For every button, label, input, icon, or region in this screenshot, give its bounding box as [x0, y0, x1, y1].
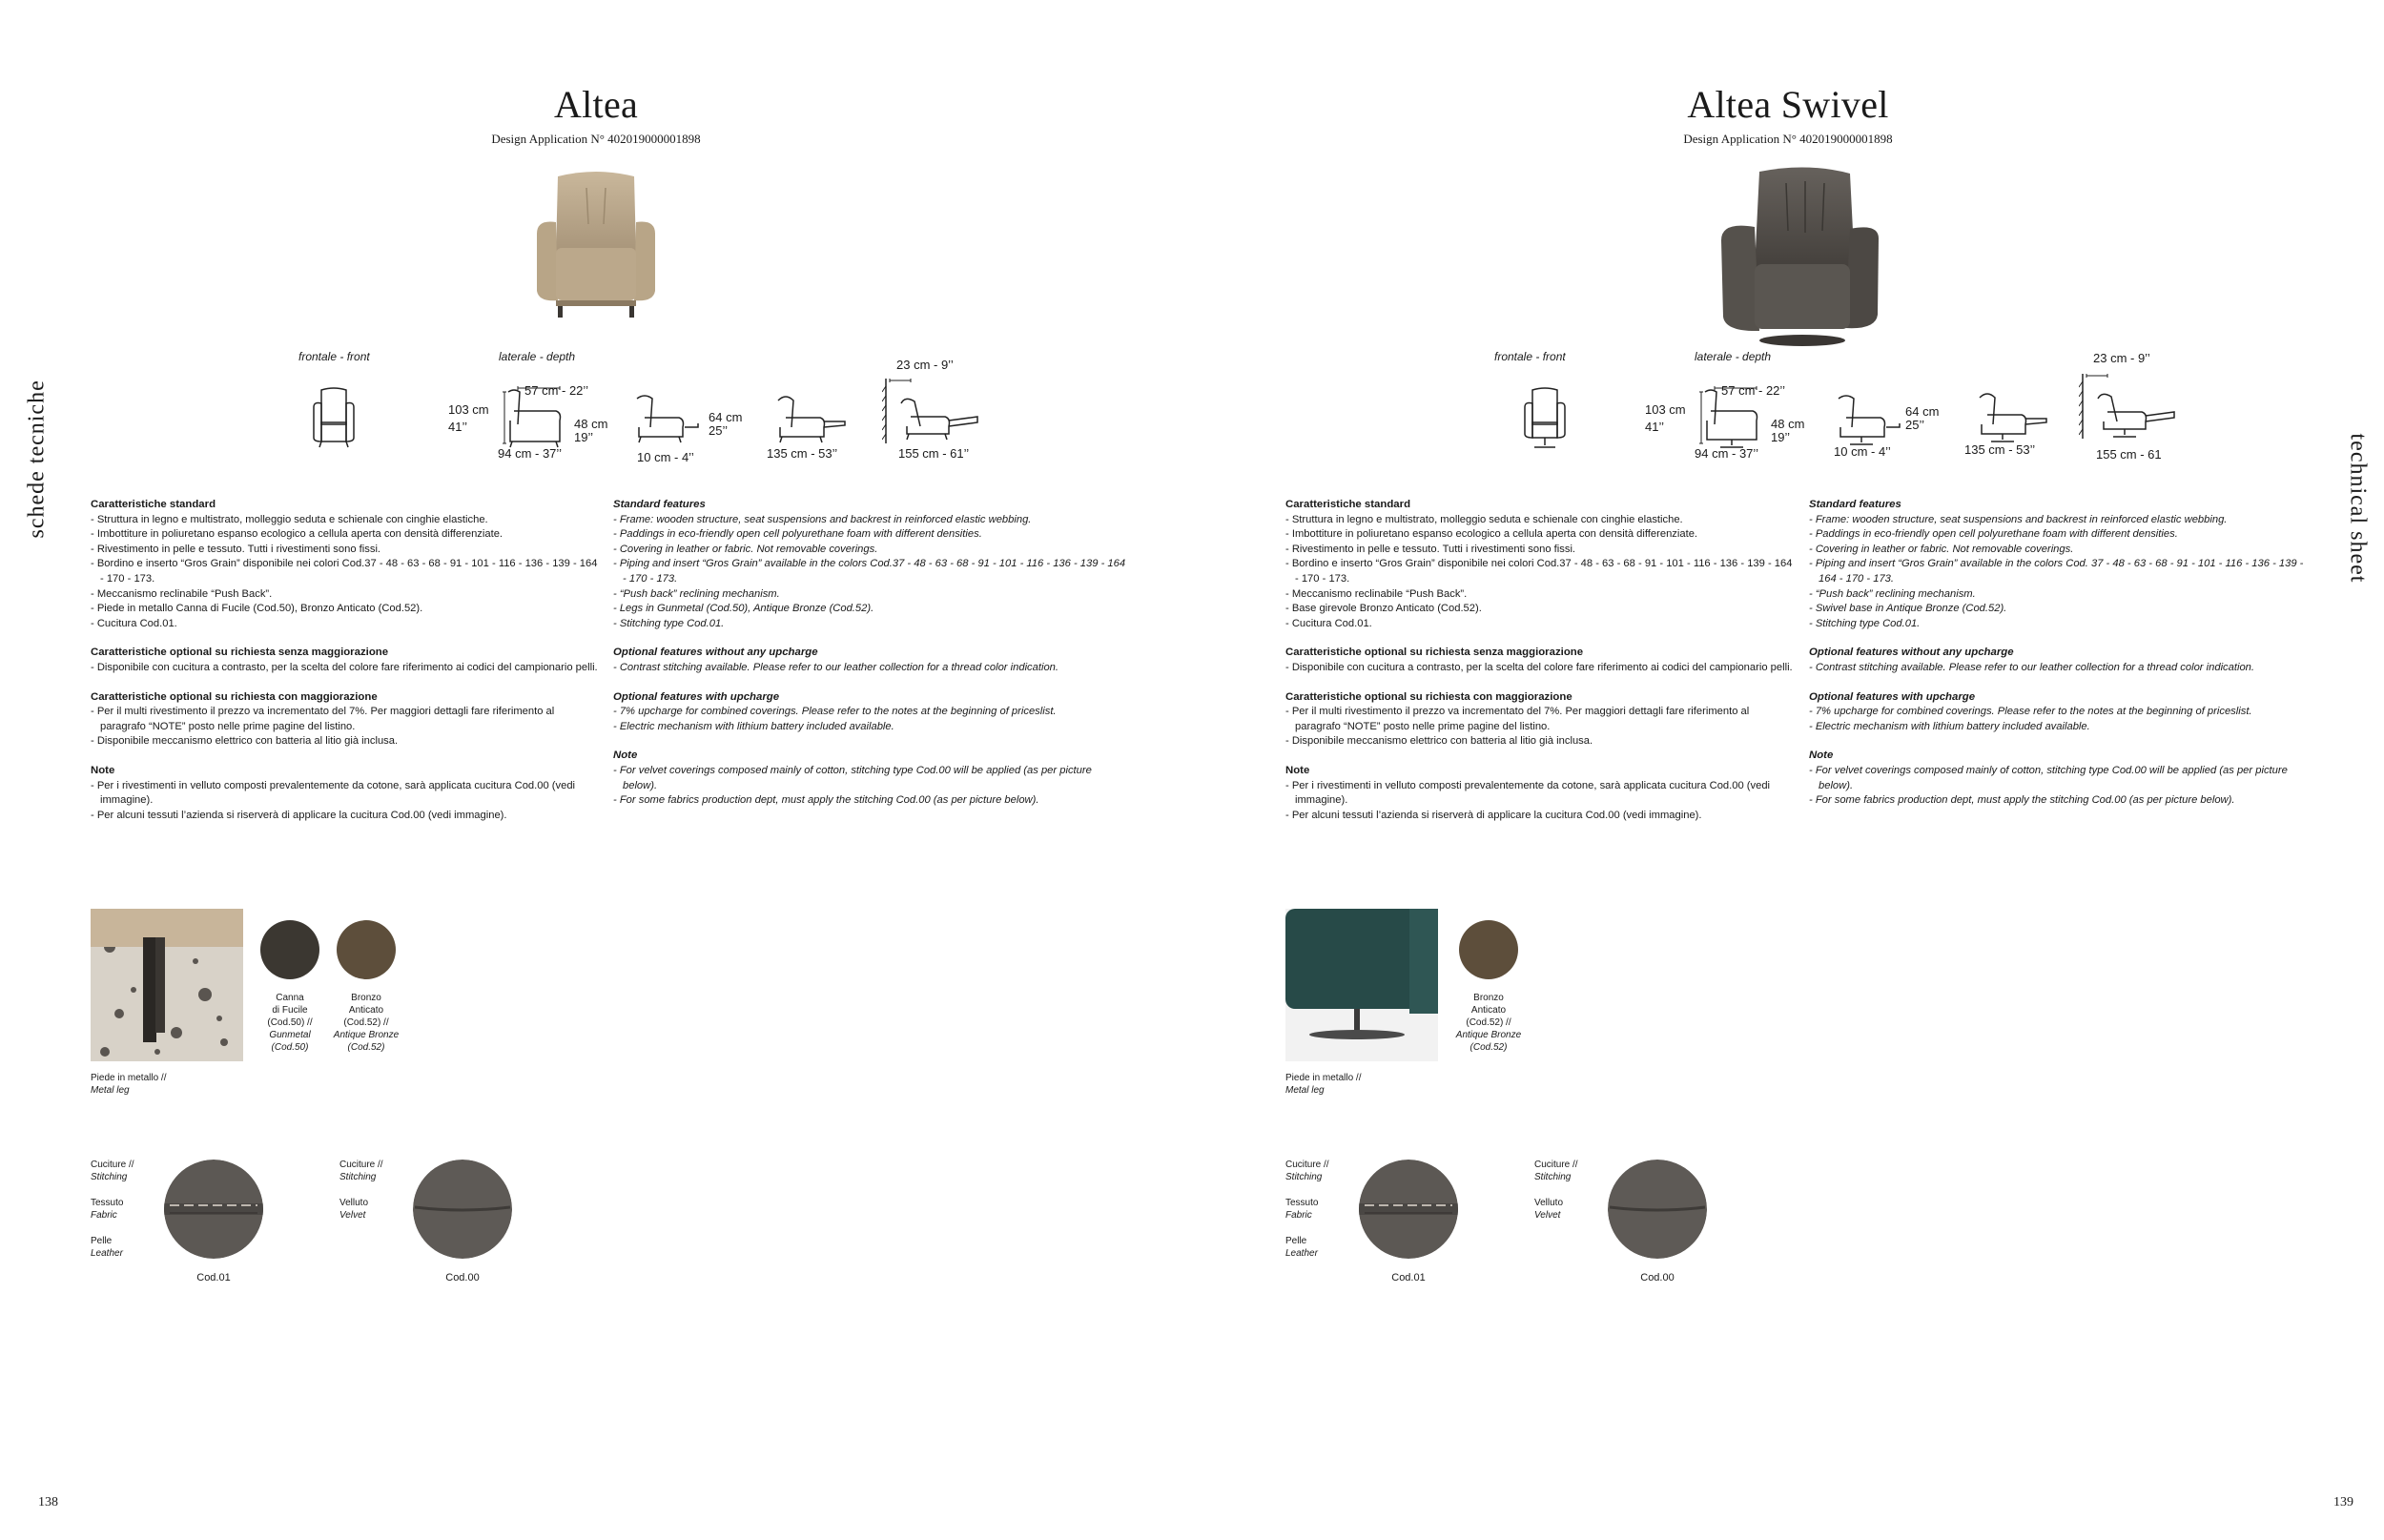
swatch-antique-bronze [337, 920, 396, 979]
design-application: Design Application N° 402019000001898 [491, 132, 701, 146]
spec-line: - For velvet coverings composed mainly of cotton, stitching type Cod.00 will be applied (as per picture below). [1809, 764, 2291, 791]
stitch-legend-cod01: Cuciture // Stitching Tessuto Fabric Pelle Leather [91, 1160, 134, 1259]
spec-line: - Per il multi rivestimento il prezzo va incrementato del 7%. Per maggiori dettagli fare riferimento al paragrafo “NOTE” posto nelle prime pagine del listino. [91, 706, 558, 732]
spec-line: - Per alcuni tessuti l’azienda si riserverà di applicare la cucitura Cod.00 (vedi immagine). [91, 809, 507, 821]
dim-wall-gap: 23 cm - 9’’ [896, 358, 954, 372]
dim-seat-cm: 48 cm [574, 417, 608, 431]
dim-recline1-gap: 10 cm - 4’’ [1834, 444, 1891, 459]
spec-line: - Frame: wooden structure, seat suspensions and backrest in reinforced elastic webbing. [1809, 513, 2228, 525]
spec-line: - Struttura in legno e multistrato, molleggio seduta e schienale con cinghie elastiche. [91, 513, 488, 525]
specs-italian: Caratteristiche standard - Struttura in legno e multistrato, molleggio seduta e schienale con cinghie elastiche. - Imbottiture in poliuretano espanso ecologico a cellula aperta con densità differenziate. - Rivestimento in pelle e tessuto. Tutti i rivestimenti sono fissi. - Bordino e inserto “Gros Grain” disponibile nei colori Cod.37 - 48 - 63 - 68 - 91 - 101 - 116 - 136 - 139 - 164 - 170 - 173. - Meccanismo reclinabile “Push Back”. - Base girevole Bronzo Anticato (Cod.52). - Cucitura Cod.01. Caratteristiche optional su richiesta senza maggiorazione - Disponibile con cucitura a contrasto, per la scelta del colore fare riferimento ai codici del campionario pelli. Caratteristiche optional su richiesta con maggiorazione - Per il multi rivestimento il prezzo va incrementato del 7%. Per maggiori dettagli fare riferimento al paragrafo “NOTE” posto nelle prime pagine del listino. - Disponibile meccanismo elettrico con batteria al litio già inclusa. Note - Per i rivestimenti in velluto composti prevalentemente da cotone, sarà applicata cucitura Cod.00 (vedi immagine). - Per alcuni tessuti l’azienda si riserverà di applicare la cucitura Cod.00 (vedi immagine). [1285, 498, 1796, 837]
spec-line: - For some fabrics production dept, must apply the stitching Cod.00 (as per picture below). [613, 794, 1039, 807]
swatch-label-bronze: Bronzo Anticato (Cod.52) // Antique Bronze (Cod.52) [333, 993, 400, 1053]
spec-line: - Electric mechanism with lithium battery included available. [613, 720, 894, 732]
specs-english: Standard features - Frame: wooden structure, seat suspensions and backrest in reinforced elastic webbing. - Paddings in eco-friendly open cell polyurethane foam with different densities. - Covering in leather or fabric. Not removable coverings. - Piping and insert “Gros Grain” available in the colors Cod.37 - 48 - 63 - 68 - 91 - 101 - 116 - 136 - 139 - 164 - 170 - 173. - “Push back” reclining mechanism. - Legs in Gunmetal (Cod.50), Antique Bronze (Cod.52). - Stitching type Cod.01. Optional features without any upcharge - Contrast stitching available. Please refer to our leather collection for a thread color indication. Optional features with upcharge - 7% upcharge for combined coverings. Please refer to the notes at the beginning of priceslist. - Electric mechanism with lithium battery included available. Note - For velvet coverings composed mainly of cotton, stitching type Cod.00 will be applied (as per picture below). - For some fabrics production dept, must apply the stitching Cod.00 (as per picture below). [613, 498, 1128, 823]
dim-seat-in: 19’’ [1771, 430, 1791, 444]
cod01-label: Cod.01 [196, 1272, 231, 1283]
spec-line: - Contrast stitching available. Please refer to our leather collection for a thread color indication. [1809, 661, 2255, 673]
cod00-label: Cod.00 [445, 1272, 480, 1283]
spec-line: - Bordino e inserto “Gros Grain” disponibile nei colori Cod.37 - 48 - 63 - 68 - 91 - 101 - 116 - 136 - 139 - 164 - 170 - 173. [91, 558, 601, 585]
leg-caption: Piede in metallo // Metal leg [1285, 1073, 1362, 1096]
spec-line: - Per alcuni tessuti l’azienda si riserverà di applicare la cucitura Cod.00 (vedi immagine). [1285, 809, 1702, 821]
altea-armchair-image [529, 167, 663, 319]
recline-2-icon [772, 389, 849, 446]
spec-line: - Covering in leather or fabric. Not removable coverings. [1809, 543, 2074, 555]
dim-width: 94 cm - 37’’ [1695, 446, 1758, 461]
cod01-label: Cod.01 [1391, 1272, 1426, 1283]
page-number: 139 [2333, 1495, 2353, 1509]
altea-swivel-armchair-image [1712, 164, 1888, 350]
spec-line: - Stitching type Cod.01. [1809, 617, 1921, 629]
stitch-cod01-image [1359, 1160, 1458, 1259]
view-side-label: laterale - depth [1695, 350, 1772, 363]
spec-line: - 7% upcharge for combined coverings. Please refer to the notes at the beginning of priceslist. [613, 706, 1057, 718]
spec-line: - Disponibile con cucitura a contrasto, per la scelta del colore fare riferimento ai codici del campionario pelli. [91, 661, 598, 673]
spec-line: - Base girevole Bronzo Anticato (Cod.52). [1285, 603, 1482, 615]
spec-line: - Frame: wooden structure, seat suspensions and backrest in reinforced elastic webbing. [613, 513, 1032, 525]
spec-line: - Electric mechanism with lithium battery included available. [1809, 720, 2090, 732]
spec-line: - Struttura in legno e multistrato, molleggio seduta e schienale con cinghie elastiche. [1285, 513, 1683, 525]
spec-line: - Swivel base in Antique Bronze (Cod.52). [1809, 603, 2007, 615]
spec-line: - Piping and insert “Gros Grain” available in the colors Cod.37 - 48 - 63 - 68 - 91 - 101 - 116 - 136 - 139 - 164 - 170 - 173. [613, 558, 1129, 585]
dim-seat-in: 19’’ [574, 430, 594, 444]
cod00-label: Cod.00 [1640, 1272, 1675, 1283]
view-front-label: frontale - front [1494, 350, 1566, 363]
spec-line: - Disponibile meccanismo elettrico con batteria al litio già inclusa. [91, 735, 399, 748]
dim-wall-gap: 23 cm - 9’’ [2093, 351, 2150, 365]
spec-line: - Per i rivestimenti in velluto composti prevalentemente da cotone, sarà applicata cucitura Cod.00 (vedi immagine). [91, 779, 579, 807]
dim-depth-top: 57 cm - 22’’ [1721, 383, 1785, 398]
spec-line: - Piede in metallo Canna di Fucile (Cod.50), Bronzo Anticato (Cod.52). [91, 603, 423, 615]
dim-height-cm: 103 cm [448, 402, 489, 417]
specs-italian: Caratteristiche standard - Struttura in legno e multistrato, molleggio seduta e schienale con cinghie elastiche. - Imbottiture in poliuretano espanso ecologico a cellula aperta con densità differenziate. - Rivestimento in pelle e tessuto. Tutti i rivestimenti sono fissi. - Bordino e inserto “Gros Grain” disponibile nei colori Cod.37 - 48 - 63 - 68 - 91 - 101 - 116 - 136 - 139 - 164 - 170 - 173. - Meccanismo reclinabile “Push Back”. - Piede in metallo Canna di Fucile (Cod.50), Bronzo Anticato (Cod.52). - Cucitura Cod.01. Caratteristiche optional su richiesta senza maggiorazione - Disponibile con cucitura a contrasto, per la scelta del colore fare riferimento ai codici del campionario pelli. Caratteristiche optional su richiesta con maggiorazione - Per il multi rivestimento il prezzo va incrementato del 7%. Per maggiori dettagli fare riferimento al paragrafo “NOTE” posto nelle prime pagine del listino. - Disponibile meccanismo elettrico con batteria al litio già inclusa. Note - Per i rivestimenti in velluto composti prevalentemente da cotone, sarà applicata cucitura Cod.00 (vedi immagine). - Per alcuni tessuti l’azienda si riserverà di applicare la cucitura Cod.00 (vedi immagine). [91, 498, 601, 837]
recline-2-icon [1974, 386, 2050, 443]
right-page [1192, 0, 2384, 1540]
swatch-label-bronze: Bronzo Anticato (Cod.52) // Antique Bronze (Cod.52) [1455, 993, 1522, 1053]
recline-1-icon [631, 389, 703, 448]
spec-line: - Legs in Gunmetal (Cod.50), Antique Bronze (Cod.52). [613, 603, 874, 615]
spec-line: - Meccanismo reclinabile “Push Back”. [91, 587, 273, 600]
swatch-gunmetal [260, 920, 319, 979]
spec-line: - Contrast stitching available. Please refer to our leather collection for a thread color indication. [613, 661, 1059, 673]
recline-3-icon [882, 377, 982, 445]
stitch-legend-cod00: Cuciture // Stitching Velluto Velvet [1534, 1160, 1578, 1221]
design-application: Design Application N° 402019000001898 [1683, 132, 1893, 146]
dim-recline1-cm: 64 cm [709, 410, 743, 424]
leg-caption: Piede in metallo // Metal leg [91, 1073, 167, 1096]
dim-recline2: 135 cm - 53’’ [767, 446, 838, 461]
specs-english: Standard features - Frame: wooden structure, seat suspensions and backrest in reinforced elastic webbing. - Paddings in eco-friendly open cell polyurethane foam with different densities. - Covering in leather or fabric. Not removable coverings. - Piping and insert “Gros Grain” available in the colors Cod. 37 - 48 - 63 - 68 - 91 - 101 - 116 - 136 - 139 - 164 - 170 - 173. - “Push back” reclining mechanism. - Swivel base in Antique Bronze (Cod.52). - Stitching type Cod.01. Optional features without any upcharge - Contrast stitching available. Please refer to our leather collection for a thread color indication. Optional features with upcharge - 7% upcharge for combined coverings. Please refer to the notes at the beginning of priceslist. - Electric mechanism with lithium battery included available. Note - For velvet coverings composed mainly of cotton, stitching type Cod.00 will be applied (as per picture below). - For some fabrics production dept, must apply the stitching Cod.00 (as per picture below). [1809, 498, 2324, 823]
dim-recline1-in: 25’’ [1905, 418, 1925, 432]
stitch-cod01-image [164, 1160, 263, 1259]
spec-line: - Piping and insert “Gros Grain” available in the colors Cod. 37 - 48 - 63 - 68 - 91 - 101 - 116 - 136 - 139 - 164 - 170 - 173. [1809, 558, 2307, 585]
spec-line: - Rivestimento in pelle e tessuto. Tutti i rivestimenti sono fissi. [91, 543, 381, 555]
spec-line: - Paddings in eco-friendly open cell polyurethane foam with different densities. [613, 528, 982, 541]
spec-line: - “Push back” reclining mechanism. [613, 587, 780, 600]
spec-line: - Rivestimento in pelle e tessuto. Tutti i rivestimenti sono fissi. [1285, 543, 1576, 555]
spec-line: - Stitching type Cod.01. [613, 617, 725, 629]
dim-height-in: 41’’ [1645, 420, 1665, 434]
spec-line: - Covering in leather or fabric. Not removable coverings. [613, 543, 878, 555]
dim-recline1-gap: 10 cm - 4’’ [637, 450, 694, 464]
stitch-cod00-image [413, 1160, 512, 1259]
dim-depth-top: 57 cm - 22’’ [524, 383, 588, 398]
recline-1-icon [1833, 389, 1904, 448]
stitch-legend-cod00: Cuciture // Stitching Velluto Velvet [339, 1160, 383, 1221]
swatch-antique-bronze [1459, 920, 1518, 979]
dim-width: 94 cm - 37’’ [498, 446, 562, 461]
dim-recline3: 155 cm - 61 [2096, 447, 2162, 462]
stitch-cod00-image [1608, 1160, 1707, 1259]
page-number: 138 [38, 1495, 58, 1509]
spec-line: - For some fabrics production dept, must apply the stitching Cod.00 (as per picture below). [1809, 794, 2235, 807]
spec-line: - 7% upcharge for combined coverings. Please refer to the notes at the beginning of priceslist. [1809, 706, 2252, 718]
spec-line: - For velvet coverings composed mainly of cotton, stitching type Cod.00 will be applied (as per picture below). [613, 764, 1095, 791]
product-title: Altea [553, 83, 639, 126]
front-view-icon [1521, 386, 1569, 449]
spec-line: - Meccanismo reclinabile “Push Back”. [1285, 587, 1468, 600]
recline-3-icon [2079, 372, 2179, 441]
dim-seat-cm: 48 cm [1771, 417, 1805, 431]
product-title: Altea Swivel [1687, 83, 1889, 126]
dim-height-in: 41’’ [448, 420, 468, 434]
spec-line: - Imbottiture in poliuretano espanso ecologico a cellula aperta con densità differenziate. [1285, 528, 1698, 541]
spec-line: - Per il multi rivestimento il prezzo va incrementato del 7%. Per maggiori dettagli fare riferimento al paragrafo “NOTE” posto nelle prime pagine del listino. [1285, 706, 1753, 732]
spec-line: - Cucitura Cod.01. [91, 617, 177, 629]
spec-line: - Imbottiture in poliuretano espanso ecologico a cellula aperta con densità differenziate. [91, 528, 504, 541]
vertical-section-label: schede tecniche [24, 380, 50, 539]
view-front-label: frontale - front [298, 350, 370, 363]
metal-leg-photo [91, 909, 243, 1061]
spec-line: - Per i rivestimenti in velluto composti prevalentemente da cotone, sarà applicata cucitura Cod.00 (vedi immagine). [1285, 779, 1774, 807]
dim-recline1-in: 25’’ [709, 423, 729, 438]
dim-height-cm: 103 cm [1645, 402, 1686, 417]
dim-recline3: 155 cm - 61’’ [898, 446, 970, 461]
spec-line: - Bordino e inserto “Gros Grain” disponibile nei colori Cod.37 - 48 - 63 - 68 - 91 - 101 - 116 - 136 - 139 - 164 - 170 - 173. [1285, 558, 1796, 585]
dim-recline2: 135 cm - 53’’ [1964, 442, 2036, 457]
front-view-icon [310, 386, 358, 449]
stitch-legend-cod01: Cuciture // Stitching Tessuto Fabric Pelle Leather [1285, 1160, 1329, 1259]
spec-line: - Disponibile con cucitura a contrasto, per la scelta del colore fare riferimento ai codici del campionario pelli. [1285, 661, 1793, 673]
spec-line: - Disponibile meccanismo elettrico con batteria al litio già inclusa. [1285, 735, 1593, 748]
swatch-label-gunmetal: Canna di Fucile (Cod.50) // Gunmetal (Cod.50) [267, 993, 313, 1053]
spec-line: - “Push back” reclining mechanism. [1809, 587, 1976, 600]
spec-line: - Cucitura Cod.01. [1285, 617, 1372, 629]
swivel-base-photo [1285, 909, 1438, 1061]
dim-recline1-cm: 64 cm [1905, 404, 1940, 419]
vertical-section-label: technical sheet [2345, 433, 2371, 584]
view-side-label: laterale - depth [499, 350, 576, 363]
spec-line: - Paddings in eco-friendly open cell polyurethane foam with different densities. [1809, 528, 2178, 541]
